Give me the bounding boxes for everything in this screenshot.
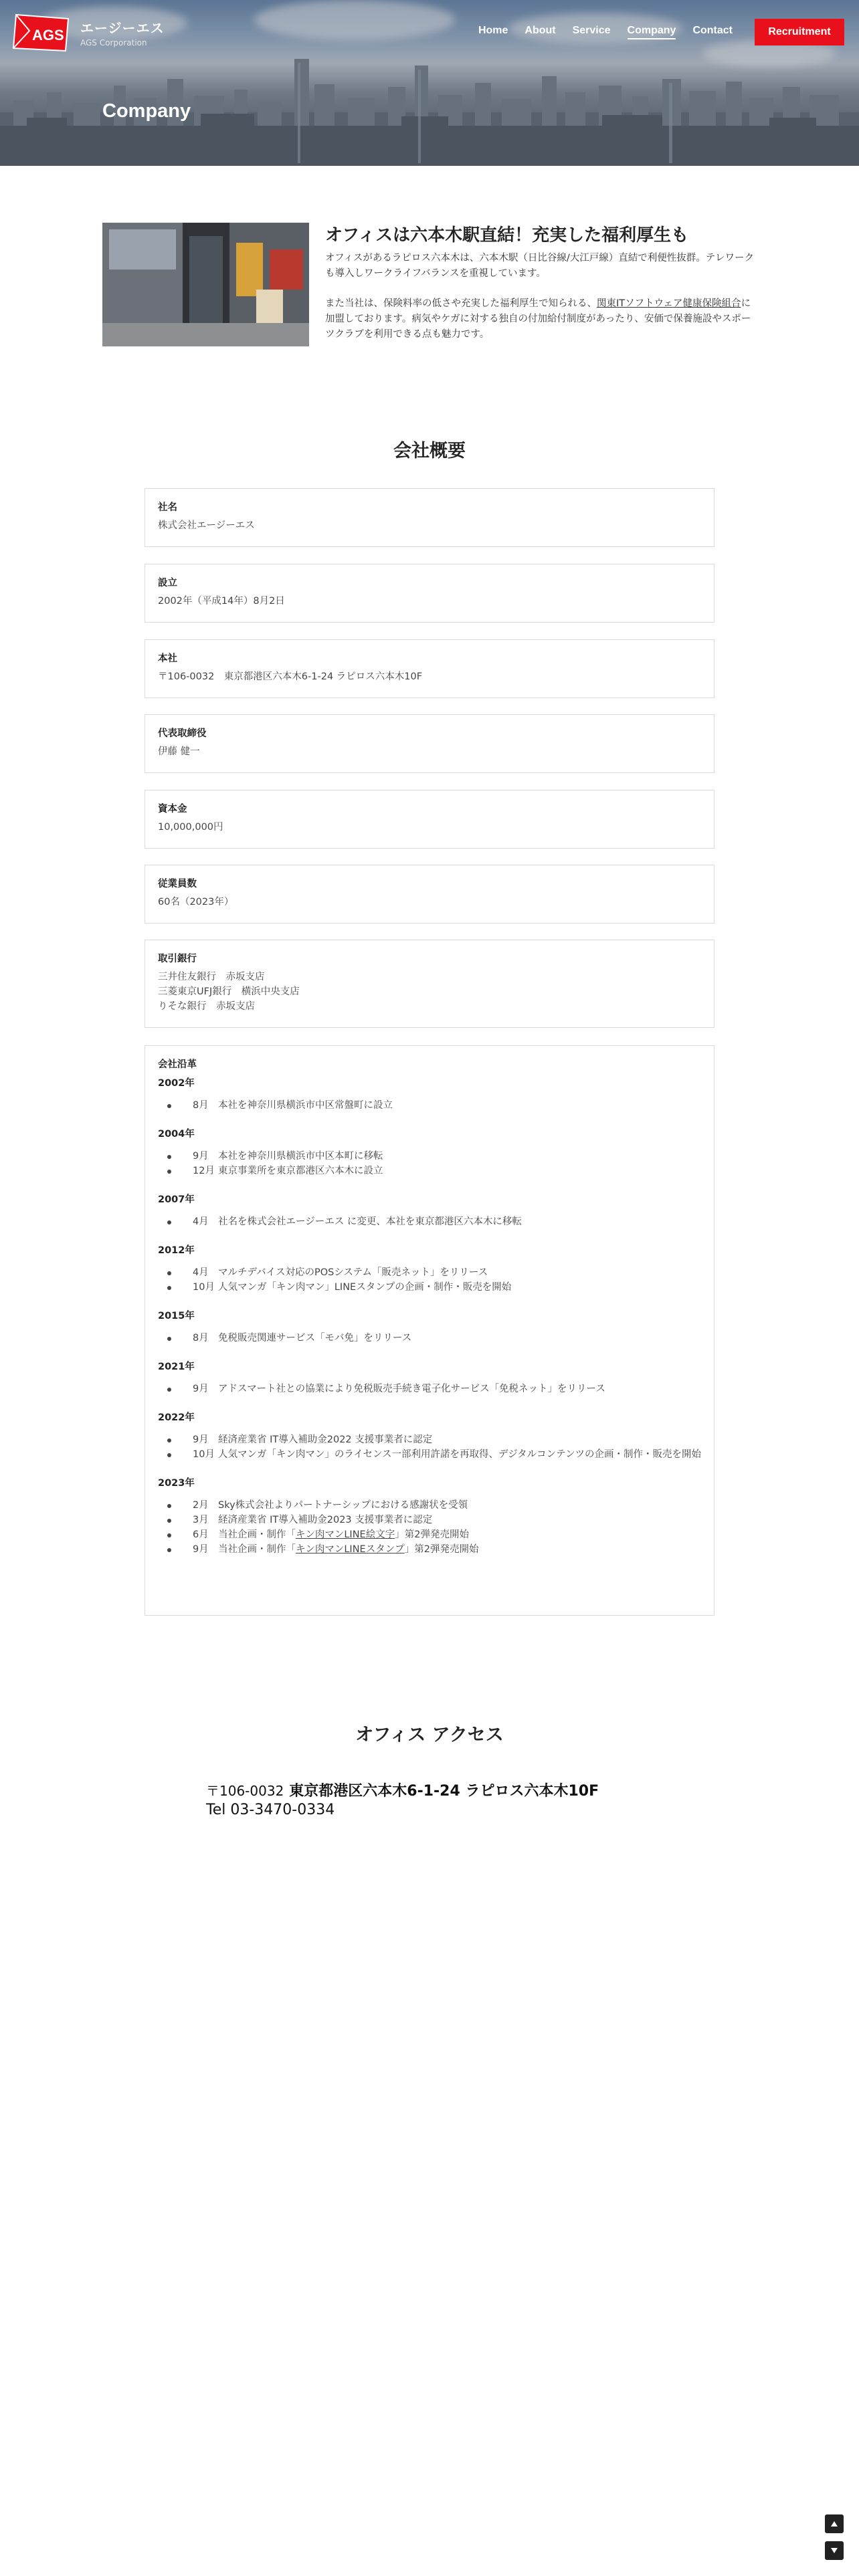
history-event: 2月 Sky株式会社よりパートナーシップにおける感謝状を受領 <box>158 1498 701 1513</box>
phone-number: Tel 03-3470-0334 <box>206 1802 335 1818</box>
recruitment-button[interactable]: Recruitment <box>755 19 844 45</box>
history-event: 8月 免税販売関連サービス「モバ免」をリリース <box>158 1331 701 1346</box>
address-text: 東京都港区六本木6-1-24 ラピロス六本木10F <box>289 1783 599 1800</box>
logo-english-name: AGS Corporation <box>80 37 147 47</box>
line-emoji-link[interactable]: キン肉マンLINE絵文字 <box>296 1529 395 1540</box>
bank-item: りそな銀行 赤坂支店 <box>158 1001 255 1012</box>
intro-text <box>325 224 758 342</box>
nav-about[interactable]: About <box>524 25 556 36</box>
access-title: オフィス アクセス <box>355 1725 504 1745</box>
history-event: 10月 人気マンガ「キン肉マン」LINEスタンプの企画・制作・販売を開始 <box>158 1280 701 1295</box>
intro-heading: オフィスは六本木駅直結！充実した福利厚生も <box>325 225 689 245</box>
history-year: 2021年 <box>158 1362 195 1372</box>
history-year: 2012年 <box>158 1245 195 1256</box>
bank-item: 三菱東京UFJ銀行 横浜中央支店 <box>158 986 300 997</box>
intro-paragraph-1: オフィスがあるラピロス六本木は、六本木駅（日比谷線/大江戸線）直結で利便性抜群。テレワークも導入しワークライフバランスを重視しています。 <box>325 253 754 279</box>
logo-link[interactable] <box>12 12 165 52</box>
line-stamp-link[interactable]: キン肉マンLINEスタンプ <box>296 1544 405 1555</box>
health-insurance-link[interactable]: 関東ITソフトウェア健康保険組合 <box>597 298 741 309</box>
triangle-down-icon <box>831 2548 838 2553</box>
triangle-up-icon <box>831 2521 838 2527</box>
history-year: 2004年 <box>158 1129 195 1140</box>
history-year: 2015年 <box>158 1311 195 1321</box>
history-event: 10月 人気マンガ「キン肉マン」のライセンス一部利用許諾を再取得、デジタルコンテンツの企画・制作・販売を開始 <box>158 1447 701 1462</box>
scroll-up-button[interactable] <box>825 2514 844 2533</box>
info-card-company-name: 社名 株式会社エージーエス <box>145 488 714 547</box>
history-event: 9月 アドスマート社との協業により免税販売手続き電子化サービス「免税ネット」をリリース <box>158 1382 701 1396</box>
history-year: 2002年 <box>158 1078 195 1089</box>
history-event: 9月 本社を神奈川県横浜市中区本町に移転 <box>158 1149 701 1164</box>
overview-title: 会社概要 <box>393 441 466 461</box>
intro-paragraph-2: また当社は、保険料率の低さや充実した福利厚生で知られる、関東ITソフトウェア健康保険組合に加盟しております。病気やケガに対する独自の付加給付制度があったり、安価で保養施設やスポーツクラブを利用できる点も魅力です。 <box>325 298 751 340</box>
history-event: 8月 本社を神奈川県横浜市中区常盤町に設立 <box>158 1098 701 1113</box>
info-card-history: 会社沿革 2002年 8月 本社を神奈川県横浜市中区常盤町に設立 2004年 9月 本社を神奈川県横浜市中区本町に移転 12月 東京事業所を東京都港区六本木に設立 2007年 4月 社名を株式会社エージーエス に変更、本社を東京都港区六本木に移転 2012年 4月 マルチデバイス対応のPOSシステム「販売ネット」をリリース 10月 人気マンガ「キン肉マン」LINEスタンプの企画・制作・販売を開始 2015年 8月 免税販売関連サービス「モバ免」をリリース 2021年 9月 アドスマート社との協業により免税販売手続き電子化サービス「免税ネット」をリリース 2022年 9月 経済産業省 IT導入補助金2022 支援事業者に認定 10月 人気マンガ「キン肉マン」のライセンス一部利用許諾を再取得、デジタルコンテンツの企画・制作・販売を開始 2023年 2月 Sky株式会社よりパートナーシップにおける感謝状を受領 3月 経済産業省 IT導入補助金2023 支援事業者に認定 6月 当社企画・制作「キン肉マンLINE絵文字」第2弾発売開始 9月 当社企画・制作「キン肉マンLINEスタンプ」第2弾発売開始 <box>145 1045 714 1616</box>
nav-contact[interactable]: Contact <box>692 25 733 36</box>
bank-item: 三井住友銀行 赤坂支店 <box>158 972 265 982</box>
history-event: 3月 経済産業省 IT導入補助金2023 支援事業者に認定 <box>158 1513 701 1527</box>
page-title: Company <box>102 100 191 122</box>
history-event: 6月 当社企画・制作「キン肉マンLINE絵文字」第2弾発売開始 <box>158 1527 701 1542</box>
scroll-down-button[interactable] <box>825 2541 844 2560</box>
info-card-employees: 従業員数 60名（2023年） <box>145 865 714 924</box>
nav-home[interactable]: Home <box>478 25 508 36</box>
logo-text <box>80 17 165 47</box>
history-event: 12月 東京事業所を東京都港区六本木に設立 <box>158 1164 701 1178</box>
history-event: 4月 社名を株式会社エージーエス に変更、本社を東京都港区六本木に移転 <box>158 1214 701 1229</box>
office-building-photo <box>102 223 309 346</box>
history-year: 2007年 <box>158 1194 195 1205</box>
office-address <box>206 1782 599 1820</box>
history-event: 4月 マルチデバイス対応のPOSシステム「販売ネット」をリリース <box>158 1265 701 1280</box>
ags-logo-icon <box>12 12 71 52</box>
history-event: 9月 経済産業省 IT導入補助金2022 支援事業者に認定 <box>158 1432 701 1447</box>
nav-company[interactable]: Company <box>628 25 676 39</box>
info-card-banks: 取引銀行 三井住友銀行 赤坂支店 三菱東京UFJ銀行 横浜中央支店 りそな銀行 赤坂支店 <box>145 940 714 1028</box>
postal-code: 〒106-0032 <box>206 1783 284 1799</box>
nav-service[interactable]: Service <box>572 25 611 36</box>
svg-text:AGS: AGS <box>32 27 64 43</box>
hero-header <box>0 0 859 166</box>
info-card-founded: 設立 2002年（平成14年）8月2日 <box>145 564 714 623</box>
info-card-headquarters: 本社 〒106-0032 東京都港区六本木6-1-24 ラピロス六本木10F <box>145 639 714 698</box>
info-card-ceo: 代表取締役 伊藤 健一 <box>145 714 714 773</box>
history-event: 9月 当社企画・制作「キン肉マンLINEスタンプ」第2弾発売開始 <box>158 1542 701 1557</box>
info-card-capital: 資本金 10,000,000円 <box>145 790 714 849</box>
history-year: 2023年 <box>158 1478 195 1489</box>
history-year: 2022年 <box>158 1412 195 1423</box>
main-nav <box>478 19 844 45</box>
logo-japanese-name: エージーエス <box>80 19 165 36</box>
